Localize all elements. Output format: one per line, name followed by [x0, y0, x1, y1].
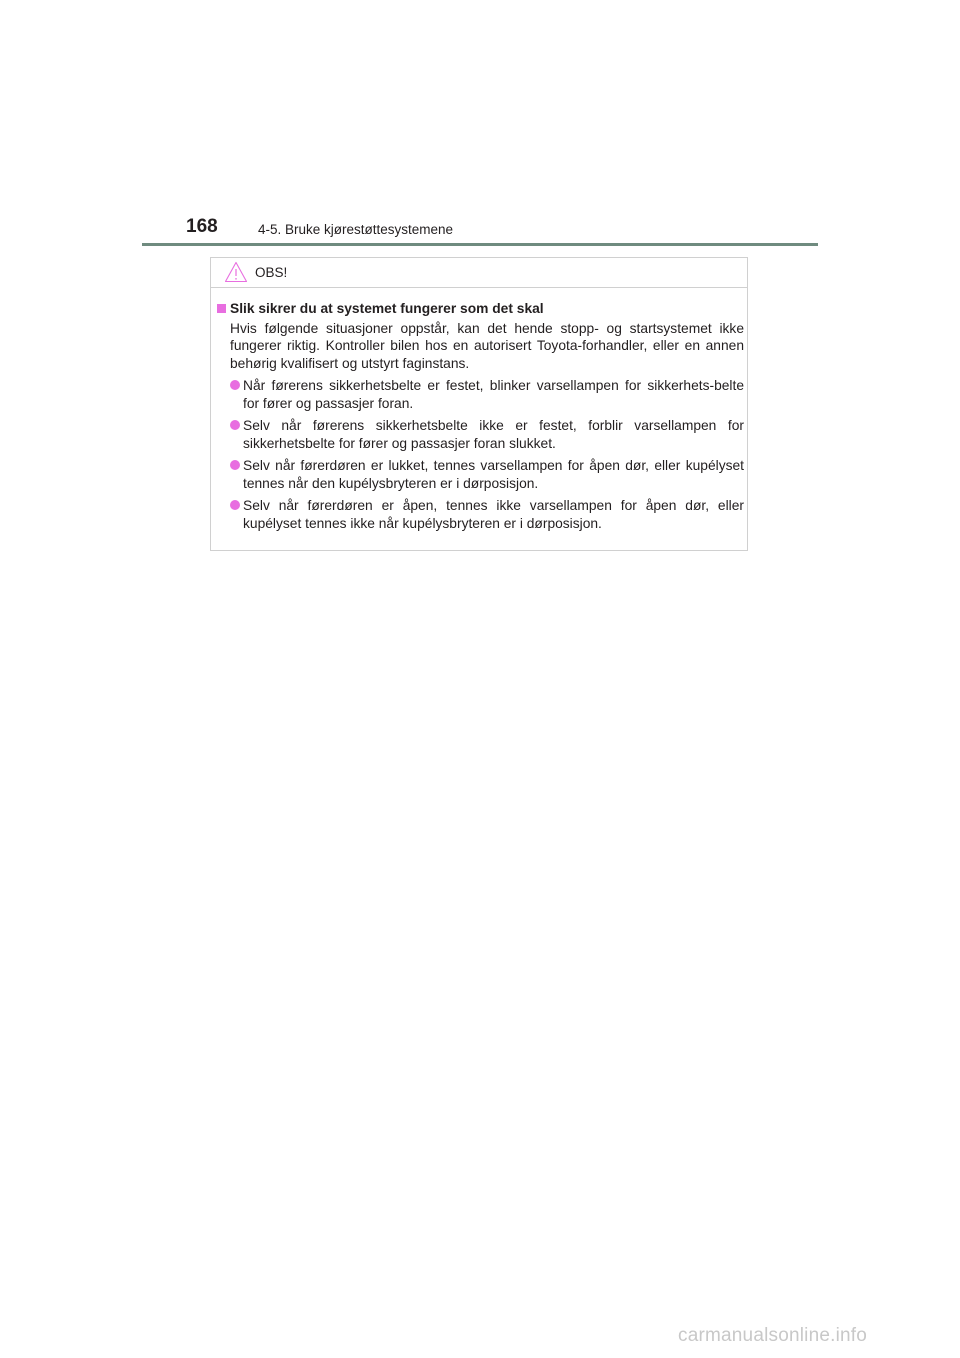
list-item-text: Selv når førerdøren er lukket, tennes varsellampen for åpen dør, eller kupélyset tennes når den kupélysbryteren er i dørposisjon.	[243, 458, 744, 491]
caution-heading-text: Slik sikrer du at systemet fungerer som det skal	[230, 301, 544, 316]
circle-bullet-icon	[230, 420, 240, 430]
header-rule	[142, 243, 818, 246]
list-item-text: Selv når førerens sikkerhetsbelte ikke er festet, forblir varsellampen for sikkerhetsbelte for fører og passasjer foran slukket.	[243, 418, 744, 451]
section-title: 4-5. Bruke kjørestøttesystemene	[258, 222, 454, 237]
list-item	[216, 417, 744, 452]
page-number: 168	[186, 216, 218, 237]
caution-box	[210, 257, 748, 551]
caution-body	[216, 300, 744, 532]
list-item	[216, 457, 744, 492]
warning-triangle-icon	[224, 261, 248, 283]
list-item	[216, 497, 744, 532]
list-item	[216, 377, 744, 412]
circle-bullet-icon	[230, 460, 240, 470]
caution-intro: Hvis følgende situasjoner oppstår, kan det hende stopp- og startsystemet ikke fungerer riktig. Kontroller bilen hos en autorisert Toyota-forhandler, eller en annen behørig kvalifisert og utstyrt faginstans.	[230, 320, 744, 371]
caution-label: OBS!	[255, 265, 288, 280]
square-bullet-icon	[217, 304, 226, 313]
circle-bullet-icon	[230, 380, 240, 390]
caution-heading	[216, 300, 744, 318]
watermark: carmanualsonline.info	[678, 1325, 868, 1346]
caution-header	[211, 258, 747, 288]
list-item-text: Selv når førerdøren er åpen, tennes ikke varsellampen for åpen dør, eller kupélyset tennes ikke når kupélysbryteren er i dørposisjon.	[243, 498, 744, 531]
list-item-text: Når førerens sikkerhetsbelte er festet, blinker varsellampen for sikkerhets-belte for fører og passasjer foran.	[243, 378, 744, 411]
circle-bullet-icon	[230, 500, 240, 510]
